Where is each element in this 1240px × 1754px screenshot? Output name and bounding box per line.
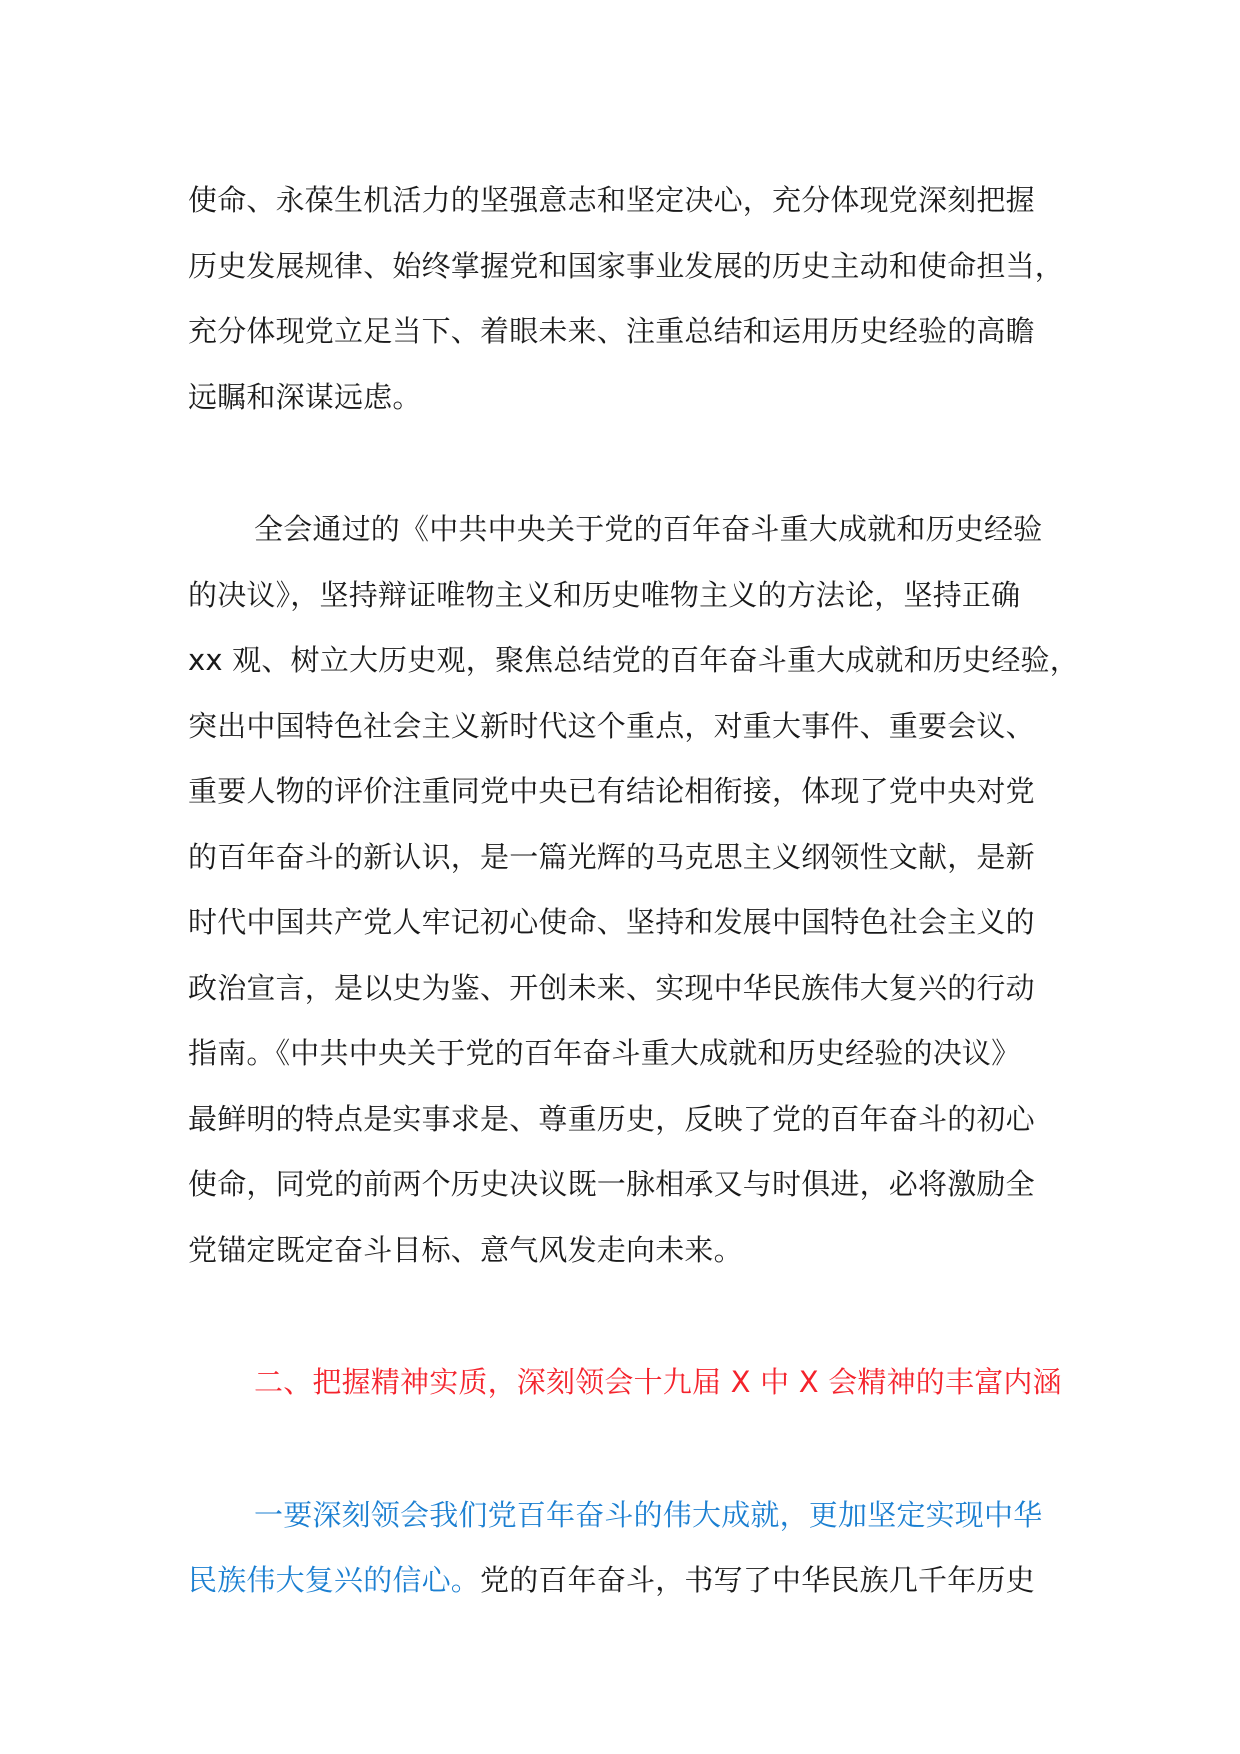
paragraph-1-line-1: 使命、永葆生机活力的坚强意志和坚定决心，充分体现党深刻把握: [188, 183, 1035, 217]
paragraph-2-line-3: xx 观、树立大历史观，聚焦总结党的百年奋斗重大成就和历史经验，: [188, 643, 1079, 677]
section-heading-text: 二、把握精神实质，深刻领会十九届 X 中 X 会精神的丰富内涵: [254, 1365, 1062, 1399]
paragraph-2-line-12: 党锚定既定奋斗目标、意气风发走向未来。: [188, 1232, 743, 1267]
paragraph-1-line-3: 充分体现党立足当下、着眼未来、注重总结和运用历史经验的高瞻: [188, 314, 1035, 348]
document-body: [188, 168, 1079, 1614]
paragraph-3: [188, 1483, 1058, 1614]
paragraph-2: [188, 497, 1079, 1283]
paragraph-2-line-7: 时代中国共产党人牢记初心使命、坚持和发展中国特色社会主义的: [188, 905, 1035, 939]
paragraph-3-line-2-rest: 党的百年奋斗，书写了中华民族几千年历史: [480, 1563, 1035, 1597]
paragraph-spacer: [188, 1283, 1058, 1350]
paragraph-2-line-2: 的决议》，坚持辩证唯物主义和历史唯物主义的方法论，坚持正确: [188, 577, 1021, 612]
paragraph-2-line-11: 使命，同党的前两个历史决议既一脉相承又与时俱进，必将激励全: [188, 1167, 1035, 1201]
paragraph-2-line-9: 指南。《中共中央关于党的百年奋斗重大成就和历史经验的决议》: [188, 1036, 1021, 1070]
paragraph-3-line-2: [188, 1548, 1058, 1614]
paragraph-spacer: [188, 430, 1058, 497]
paragraph-2-line-1: 全会通过的《中共中央关于党的百年奋斗重大成就和历史经验: [254, 512, 1043, 546]
paragraph-2-line-6: 的百年奋斗的新认识，是一篇光辉的马克思主义纲领性文献，是新: [188, 839, 1035, 874]
paragraph-3-highlight-line-2: 民族伟大复兴的信心。: [188, 1563, 481, 1597]
paragraph-1: [188, 168, 1065, 430]
paragraph-spacer: [188, 1416, 1058, 1483]
paragraph-2-line-4: 突出中国特色社会主义新时代这个重点，对重大事件、重要会议、: [188, 708, 1035, 743]
paragraph-2-line-8: 政治宣言，是以史为鉴、开创未来、实现中华民族伟大复兴的行动: [188, 970, 1035, 1005]
section-heading: [188, 1350, 1062, 1416]
paragraph-2-line-10: 最鲜明的特点是实事求是、尊重历史，反映了党的百年奋斗的初心: [188, 1101, 1035, 1136]
paragraph-1-line-4: 远瞩和深谋远虑。: [188, 379, 422, 414]
paragraph-1-line-2: 历史发展规律、始终掌握党和国家事业发展的历史主动和使命担当，: [188, 248, 1065, 283]
paragraph-2-line-5: 重要人物的评价注重同党中央已有结论相衔接，体现了党中央对党: [188, 774, 1035, 808]
paragraph-3-highlight-line-1: 一要深刻领会我们党百年奋斗的伟大成就，更加坚定实现中华: [254, 1497, 1043, 1532]
